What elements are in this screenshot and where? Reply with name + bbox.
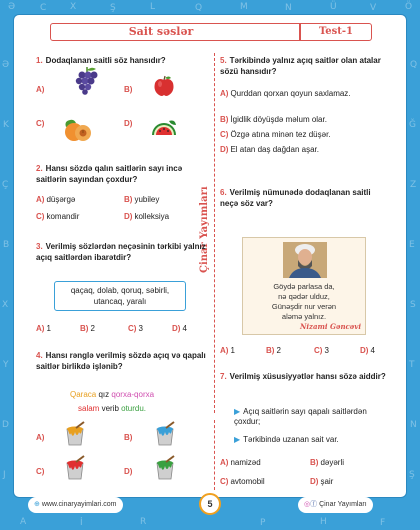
question-text: Verilmiş nümunədə dodaqlanan saitli neçə söz var? xyxy=(220,188,371,208)
paint-bucket-icon xyxy=(152,421,178,447)
question-number: 5. xyxy=(220,56,227,65)
option-letter: A) xyxy=(36,195,45,204)
bullet-item xyxy=(234,407,384,427)
background-pattern: Ə C X Ş L Q M N Ü V Ö Ə K Ç B X Y D J Q Ğ Z E S T N Ş A İ R P H F xyxy=(2,2,418,528)
option-a[interactable] xyxy=(36,433,46,443)
option-text: 3 xyxy=(324,346,329,355)
option-letter: A) xyxy=(36,85,45,94)
option-letter: C) xyxy=(36,467,45,476)
option-text: Özgə atına minən tez düşər. xyxy=(230,130,331,139)
question-number: 4. xyxy=(36,351,43,360)
option-b[interactable] xyxy=(124,195,159,205)
facebook-icon: ⓕ xyxy=(310,501,320,508)
bullet-item xyxy=(234,435,339,445)
option-letter: B) xyxy=(80,324,89,333)
option-a[interactable] xyxy=(36,324,51,334)
option-text: yubiley xyxy=(134,195,160,204)
option-c[interactable] xyxy=(36,212,79,222)
sentence-word: oturdu. xyxy=(121,404,147,413)
grapes-icon xyxy=(74,65,100,95)
option-letter: A) xyxy=(220,458,229,467)
word-list-box: qaçaq, dolab, qoruq, səbirli, utancaq, yaralı xyxy=(54,281,186,311)
option-d[interactable] xyxy=(124,212,169,222)
option-d[interactable] xyxy=(360,346,375,356)
question-number: 7. xyxy=(220,372,227,381)
sentence-word: Qaraca xyxy=(70,390,99,399)
question-2 xyxy=(36,163,206,185)
option-d[interactable] xyxy=(124,467,134,477)
question-text: Hansı rənglə verilmiş sözdə açıq və qapalı saitlər birlikdə işlənib? xyxy=(36,351,206,371)
option-d[interactable] xyxy=(172,324,187,334)
sentence-word: qız xyxy=(98,390,112,399)
option-letter: C) xyxy=(128,324,137,333)
option-text: 4 xyxy=(370,346,375,355)
watermelon-icon xyxy=(149,113,179,143)
option-text: komandir xyxy=(46,212,80,221)
option-b[interactable] xyxy=(124,85,134,95)
option-letter: C) xyxy=(314,346,323,355)
question-text: Dodaqlanan saitli söz hansıdır? xyxy=(45,56,166,65)
option-letter: C) xyxy=(220,477,229,486)
poem-line: Göydə parlasa da, xyxy=(273,282,335,291)
page-number: 5 xyxy=(199,493,221,515)
option-text: 2 xyxy=(276,346,281,355)
option-text: 3 xyxy=(138,324,143,333)
option-d[interactable] xyxy=(310,477,333,487)
question-5 xyxy=(220,55,400,77)
apple-icon xyxy=(152,75,176,97)
social-text: Çinar Yayımları xyxy=(319,501,367,508)
question-text: Tərkibində yalnız açıq saitlər olan atalar sözü hansıdır? xyxy=(220,56,381,76)
question-number: 1. xyxy=(36,56,43,65)
option-letter: C) xyxy=(36,212,45,221)
option-letter: D) xyxy=(124,212,133,221)
globe-icon: ⊕ xyxy=(34,501,42,508)
side-publisher-label: Çinar Yayımları xyxy=(199,186,210,273)
question-7 xyxy=(220,371,390,382)
social-link[interactable] xyxy=(298,497,373,513)
option-letter: B) xyxy=(124,433,133,442)
option-d[interactable] xyxy=(220,145,319,155)
page-title: Sait səslər xyxy=(128,25,194,38)
option-letter: B) xyxy=(266,346,275,355)
option-c[interactable] xyxy=(314,346,329,356)
option-c[interactable] xyxy=(220,477,265,487)
sentence-word: salam xyxy=(78,404,102,413)
question-number: 2. xyxy=(36,164,43,173)
test-label: Test-1 xyxy=(318,26,353,37)
sentence-word: qorxa-qorxa xyxy=(111,390,155,399)
option-letter: D) xyxy=(360,346,369,355)
option-d[interactable] xyxy=(124,119,134,129)
sample-sentence xyxy=(70,389,154,401)
worksheet-page xyxy=(13,14,407,498)
question-1 xyxy=(36,55,211,66)
page-header xyxy=(50,23,372,41)
poem-author: Nizami Gəncəvi xyxy=(299,322,361,331)
sentence-word: verib xyxy=(101,404,122,413)
option-letter: A) xyxy=(220,346,229,355)
option-text: düşərgə xyxy=(46,195,76,204)
option-c[interactable] xyxy=(36,119,46,129)
poet-portrait-icon xyxy=(283,242,327,278)
option-letter: B) xyxy=(220,115,229,124)
option-text: 1 xyxy=(46,324,51,333)
option-letter: D) xyxy=(124,467,133,476)
website-link[interactable] xyxy=(28,497,123,513)
website-text: www.cinaryayimlari.com xyxy=(41,501,117,508)
sample-sentence xyxy=(78,403,146,415)
question-text: Hansı sözdə qalın saitlərin sayı incə saitlərin sayından çoxdur? xyxy=(36,164,183,184)
instagram-icon: ◎ xyxy=(304,501,311,508)
question-text: Verilmiş sözlərdən neçəsinin tərkibi yalnız açıq saitlərdən ibarətdir? xyxy=(36,242,206,262)
poem-line: Günəşdir nur verən xyxy=(271,302,337,311)
option-letter: B) xyxy=(310,458,319,467)
poem-line: aləmə yalnız. xyxy=(281,312,327,321)
option-letter: A) xyxy=(36,324,45,333)
paint-bucket-icon xyxy=(62,421,88,447)
poem-text xyxy=(243,282,365,322)
option-text: 1 xyxy=(230,346,235,355)
bullet-text: Tərkibində uzanan sait var. xyxy=(243,435,339,444)
option-text: Qurddan qorxan qoyun saxlamaz. xyxy=(230,89,351,98)
option-letter: C) xyxy=(220,130,229,139)
option-letter: D) xyxy=(220,145,229,154)
peach-icon xyxy=(62,117,92,143)
option-letter: D) xyxy=(310,477,319,486)
option-letter: D) xyxy=(172,324,181,333)
option-a[interactable] xyxy=(36,195,75,205)
question-number: 3. xyxy=(36,242,43,251)
option-letter: D) xyxy=(124,119,133,128)
option-letter: B) xyxy=(124,195,133,204)
option-letter: C) xyxy=(36,119,45,128)
option-text: 4 xyxy=(182,324,187,333)
question-4 xyxy=(36,350,206,372)
poem-line: nə qədər ulduz, xyxy=(278,292,330,301)
column-divider xyxy=(214,420,215,490)
option-b[interactable] xyxy=(220,115,327,125)
question-text: Verilmiş xüsusiyyətlər hansı sözə aiddir? xyxy=(229,372,386,381)
triangle-bullet-icon: ▶ xyxy=(234,435,241,444)
question-6 xyxy=(220,187,390,209)
option-b[interactable] xyxy=(124,433,134,443)
poem-card xyxy=(242,237,366,335)
option-a[interactable] xyxy=(220,346,235,356)
option-a[interactable] xyxy=(220,458,261,468)
paint-bucket-icon xyxy=(62,455,88,481)
option-text: şair xyxy=(320,477,334,486)
option-c[interactable] xyxy=(36,467,46,477)
option-b[interactable] xyxy=(80,324,95,334)
option-text: dəyərli xyxy=(320,458,345,467)
option-c[interactable] xyxy=(220,130,331,140)
option-c[interactable] xyxy=(128,324,143,334)
paint-bucket-icon xyxy=(152,455,178,481)
option-text: İgidlik döyüşdə məlum olar. xyxy=(230,115,327,124)
question-number: 6. xyxy=(220,188,227,197)
option-a[interactable] xyxy=(220,89,370,99)
option-letter: A) xyxy=(220,89,229,98)
option-letter: A) xyxy=(36,433,45,442)
option-text: kolleksiya xyxy=(134,212,170,221)
option-text: 2 xyxy=(90,324,95,333)
triangle-bullet-icon: ▶ xyxy=(234,407,241,416)
option-text: namizəd xyxy=(230,458,261,467)
option-text: El atan daş dağdan aşar. xyxy=(230,145,319,154)
option-a[interactable] xyxy=(36,85,46,95)
option-b[interactable] xyxy=(310,458,344,468)
option-letter: B) xyxy=(124,85,133,94)
option-b[interactable] xyxy=(266,346,281,356)
column-divider xyxy=(214,53,215,413)
option-text: avtomobil xyxy=(230,477,265,486)
bullet-text: Açıq saitlərin sayı qapalı saitlərdən çoxdur; xyxy=(234,407,367,426)
question-3 xyxy=(36,241,206,263)
